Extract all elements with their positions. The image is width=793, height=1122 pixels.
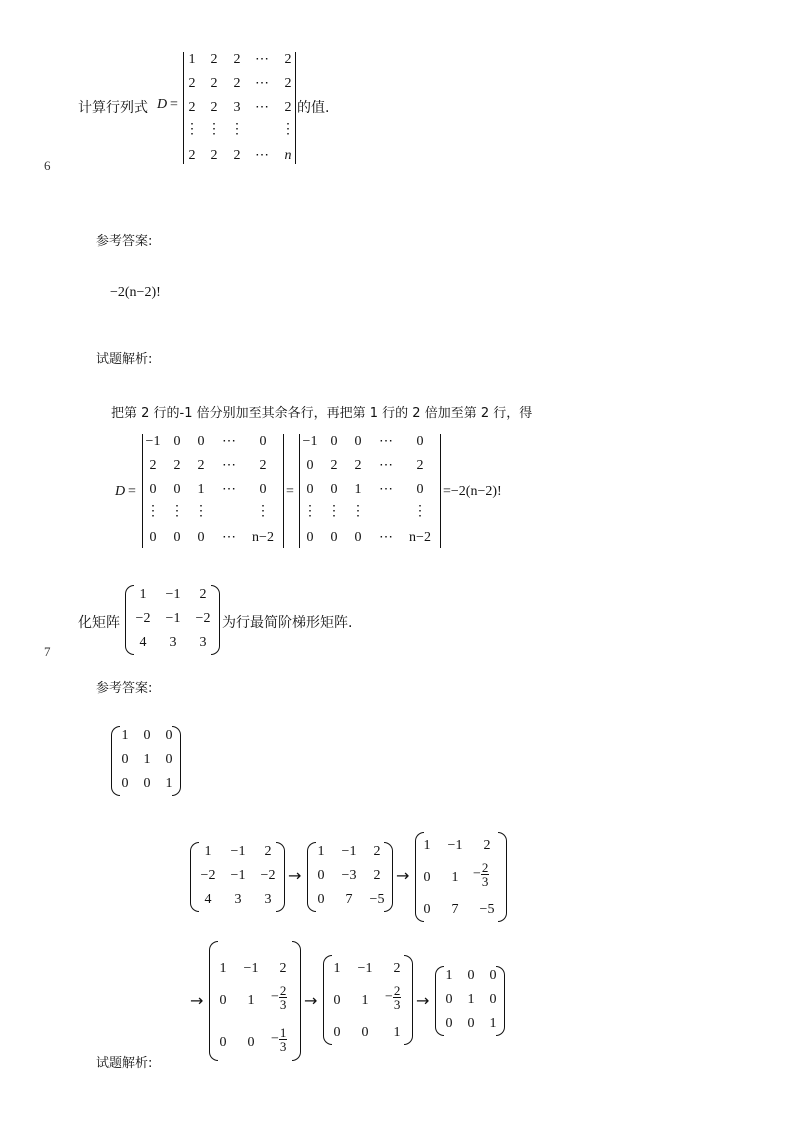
matrix-cell: 0 <box>197 530 205 545</box>
matrix-cell: 2 <box>284 76 292 91</box>
step-matrix-5 <box>323 955 413 1045</box>
matrix-cell: 2 <box>210 100 218 115</box>
question-number: 6 <box>44 158 51 173</box>
matrix-cell: 1 <box>361 993 369 1008</box>
matrix-cell: 2 <box>233 148 241 163</box>
matrix-cell: 0 <box>416 482 424 497</box>
question-prompt: 计算行列式 <box>78 100 148 116</box>
matrix-cell: 0 <box>306 482 314 497</box>
matrix-cell: 0 <box>143 776 151 791</box>
step-matrix-1 <box>190 842 285 912</box>
matrix-cell: 2 <box>373 844 381 859</box>
matrix-cell: 0 <box>219 993 227 1008</box>
determinant-step-a <box>142 434 284 548</box>
matrix-cell: 0 <box>143 728 151 743</box>
matrix-cell: n <box>284 148 292 163</box>
matrix-cell: 0 <box>121 752 129 767</box>
matrix-cell: 2 <box>210 52 218 67</box>
answer-matrix <box>111 726 181 796</box>
matrix-cell: ⋮ <box>207 122 221 137</box>
matrix-cell: 0 <box>173 530 181 545</box>
matrix-cell: ⋯ <box>379 434 393 449</box>
matrix-cell: 0 <box>121 776 129 791</box>
matrix-cell: 1 <box>139 587 147 602</box>
matrix-cell: 0 <box>259 482 267 497</box>
analysis-text: 把第 2 行的-1 倍分别加至其余各行，再把第 1 行的 2 倍加至第 2 行，得 <box>111 406 533 421</box>
matrix-cell: 0 <box>165 752 173 767</box>
fraction-cell <box>385 984 401 1011</box>
matrix-cell: 0 <box>354 530 362 545</box>
matrix-cell: −5 <box>369 892 385 907</box>
matrix-cell: 2 <box>233 52 241 67</box>
matrix-cell: 2 <box>393 961 401 976</box>
matrix-cell: −2 <box>260 868 276 883</box>
matrix-cell: −1 <box>243 961 259 976</box>
matrix-cell: 2 <box>197 458 205 473</box>
step-matrix-2 <box>307 842 393 912</box>
matrix-cell: ⋮ <box>170 504 184 519</box>
matrix-cell: 2 <box>210 148 218 163</box>
matrix-cell: 0 <box>247 1035 255 1050</box>
matrix-cell: n−2 <box>409 530 431 545</box>
matrix-cell: 2 <box>259 458 267 473</box>
matrix-cell: 0 <box>149 482 157 497</box>
matrix-cell: 3 <box>169 635 177 650</box>
matrix-cell: 0 <box>423 902 431 917</box>
matrix-cell: −5 <box>479 902 495 917</box>
matrix-cell: 0 <box>354 434 362 449</box>
matrix-cell: 0 <box>197 434 205 449</box>
numerator: 2 <box>481 860 489 875</box>
matrix-cell: −2 <box>195 611 211 626</box>
matrix-cell: 0 <box>330 482 338 497</box>
matrix-cell: 0 <box>173 434 181 449</box>
matrix-cell: 0 <box>467 968 475 983</box>
matrix-cell: 2 <box>199 587 207 602</box>
matrix-cell: 1 <box>467 992 475 1007</box>
matrix-cell: 1 <box>247 993 255 1008</box>
matrix-cell: 2 <box>210 76 218 91</box>
equals-sign: = <box>286 484 294 499</box>
arrow-icon: → <box>288 866 302 885</box>
matrix-cell: 2 <box>149 458 157 473</box>
matrix-cell: 0 <box>306 458 314 473</box>
minus-sign: − <box>271 989 279 1005</box>
answer-label: 参考答案: <box>96 234 153 249</box>
matrix-cell: ⋮ <box>194 504 208 519</box>
matrix-cell: 0 <box>330 434 338 449</box>
denominator: 3 <box>481 874 489 889</box>
matrix-cell: 1 <box>219 961 227 976</box>
matrix-cell: 2 <box>483 838 491 853</box>
matrix-cell: 2 <box>188 100 196 115</box>
determinant <box>183 52 296 164</box>
matrix-cell: ⋮ <box>303 504 317 519</box>
numerator: 1 <box>279 1025 287 1040</box>
matrix-cell: −3 <box>341 868 357 883</box>
minus-sign: − <box>473 866 481 882</box>
matrix-cell: 2 <box>173 458 181 473</box>
matrix-cell: −1 <box>165 611 181 626</box>
matrix-cell: 4 <box>139 635 147 650</box>
step-matrix-3 <box>415 832 507 922</box>
numerator: 2 <box>393 983 401 998</box>
matrix-cell: 1 <box>204 844 212 859</box>
matrix-cell: ⋮ <box>256 504 270 519</box>
arrow-icon: → <box>396 866 410 885</box>
matrix-cell: 2 <box>330 458 338 473</box>
matrix-cell: 0 <box>416 434 424 449</box>
matrix-cell: 0 <box>467 1016 475 1031</box>
matrix-cell: 2 <box>188 148 196 163</box>
matrix-cell: −1 <box>302 434 318 449</box>
matrix-cell: ⋮ <box>351 504 365 519</box>
matrix-cell: ⋯ <box>379 458 393 473</box>
matrix-cell: 7 <box>345 892 353 907</box>
matrix-cell: 1 <box>423 838 431 853</box>
matrix-cell: 2 <box>284 52 292 67</box>
matrix-cell: 0 <box>317 892 325 907</box>
matrix-cell: ⋯ <box>255 52 269 67</box>
matrix-cell: −1 <box>357 961 373 976</box>
matrix-cell: ⋯ <box>255 100 269 115</box>
matrix-cell: ⋮ <box>281 122 295 137</box>
arrow-icon: → <box>190 991 204 1010</box>
matrix-cell: −2 <box>135 611 151 626</box>
matrix-cell: ⋯ <box>255 148 269 163</box>
matrix-cell: 0 <box>489 968 497 983</box>
matrix-cell: 1 <box>317 844 325 859</box>
matrix-cell: 4 <box>204 892 212 907</box>
matrix-cell: ⋮ <box>146 504 160 519</box>
matrix-cell: 3 <box>234 892 242 907</box>
equals-sign: = <box>170 97 178 112</box>
fraction-cell <box>473 861 489 888</box>
matrix-cell: 0 <box>219 1035 227 1050</box>
matrix-cell: 0 <box>149 530 157 545</box>
matrix-cell: 1 <box>393 1025 401 1040</box>
matrix-cell: −1 <box>230 844 246 859</box>
question-prompt-tail: 的值. <box>297 100 330 116</box>
question-prompt: 化矩阵 <box>78 615 120 631</box>
matrix-cell: ⋯ <box>222 482 236 497</box>
matrix-given <box>125 585 220 655</box>
denominator: 3 <box>393 997 401 1012</box>
matrix-cell: 0 <box>165 728 173 743</box>
step-matrix-4 <box>209 941 301 1061</box>
matrix-cell: 1 <box>489 1016 497 1031</box>
matrix-cell: ⋯ <box>379 530 393 545</box>
determinant-step-b <box>299 434 441 548</box>
answer-value: −2(n−2)! <box>110 285 161 300</box>
equals-sign: = <box>128 484 136 499</box>
minus-sign: − <box>271 1031 279 1047</box>
matrix-cell: 2 <box>416 458 424 473</box>
matrix-cell: 1 <box>143 752 151 767</box>
matrix-cell: −1 <box>165 587 181 602</box>
matrix-cell: 0 <box>306 530 314 545</box>
matrix-cell: 1 <box>165 776 173 791</box>
matrix-cell: 2 <box>233 76 241 91</box>
matrix-cell: −1 <box>341 844 357 859</box>
matrix-cell: 0 <box>445 1016 453 1031</box>
matrix-cell: 1 <box>188 52 196 67</box>
matrix-cell: 0 <box>317 868 325 883</box>
matrix-cell: 1 <box>333 961 341 976</box>
matrix-cell: −1 <box>145 434 161 449</box>
matrix-cell: 2 <box>279 961 287 976</box>
result: =−2(n−2)! <box>443 484 502 499</box>
question-number: 7 <box>44 644 51 659</box>
matrix-cell: ⋯ <box>255 76 269 91</box>
matrix-cell: ⋯ <box>222 530 236 545</box>
matrix-cell: 0 <box>361 1025 369 1040</box>
matrix-cell: −2 <box>200 868 216 883</box>
denominator: 3 <box>279 997 287 1012</box>
det-symbol: D <box>157 97 168 112</box>
answer-label: 参考答案: <box>96 681 153 696</box>
matrix-cell: 1 <box>354 482 362 497</box>
matrix-cell: ⋯ <box>379 482 393 497</box>
matrix-cell: n−2 <box>252 530 274 545</box>
matrix-cell: 2 <box>284 100 292 115</box>
matrix-cell: ⋮ <box>185 122 199 137</box>
matrix-cell: 0 <box>330 530 338 545</box>
det-symbol: D <box>115 484 126 499</box>
question-prompt-tail: 为行最简阶梯形矩阵. <box>222 615 353 631</box>
matrix-cell: −1 <box>447 838 463 853</box>
matrix-cell: 1 <box>451 870 459 885</box>
matrix-cell: ⋯ <box>222 458 236 473</box>
matrix-cell: 0 <box>333 1025 341 1040</box>
arrow-icon: → <box>416 991 430 1010</box>
minus-sign: − <box>385 989 393 1005</box>
analysis-label: 试题解析: <box>96 1056 153 1071</box>
matrix-cell: ⋮ <box>413 504 427 519</box>
matrix-cell: ⋮ <box>230 122 244 137</box>
denominator: 3 <box>279 1039 287 1054</box>
matrix-cell: 0 <box>423 870 431 885</box>
analysis-label: 试题解析: <box>96 352 153 367</box>
fraction-cell <box>271 984 287 1011</box>
matrix-cell: ⋮ <box>327 504 341 519</box>
step-matrix-6 <box>435 966 505 1036</box>
matrix-cell: 0 <box>259 434 267 449</box>
matrix-cell: 3 <box>199 635 207 650</box>
numerator: 2 <box>279 983 287 998</box>
matrix-cell: 7 <box>451 902 459 917</box>
matrix-cell: −1 <box>230 868 246 883</box>
matrix-cell: 3 <box>233 100 241 115</box>
arrow-icon: → <box>304 991 318 1010</box>
matrix-cell: 0 <box>173 482 181 497</box>
matrix-cell: 2 <box>354 458 362 473</box>
matrix-cell: 0 <box>489 992 497 1007</box>
matrix-cell: 2 <box>188 76 196 91</box>
matrix-cell: 3 <box>264 892 272 907</box>
fraction-cell <box>271 1026 287 1053</box>
matrix-cell: 2 <box>264 844 272 859</box>
matrix-cell: 1 <box>197 482 205 497</box>
matrix-cell: 2 <box>373 868 381 883</box>
matrix-cell: 1 <box>121 728 129 743</box>
matrix-cell: ⋯ <box>222 434 236 449</box>
matrix-cell: 0 <box>333 993 341 1008</box>
matrix-cell: 0 <box>445 992 453 1007</box>
matrix-cell: 1 <box>445 968 453 983</box>
